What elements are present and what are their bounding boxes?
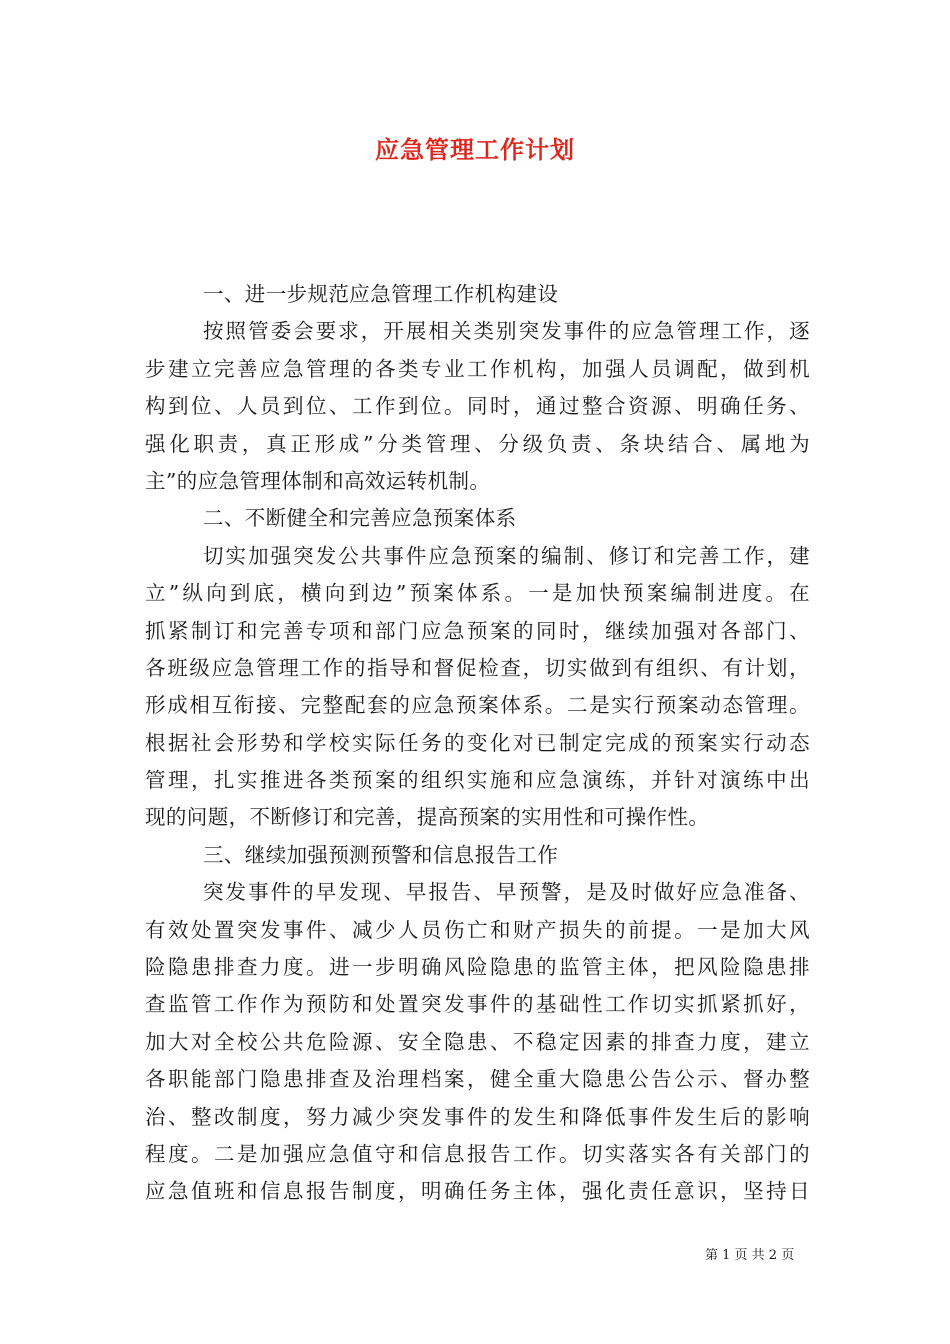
paragraph-line: 切实加强突发公共事件应急预案的编制、修订和完善工作，建: [203, 543, 810, 568]
paragraph-line: 按照管委会要求，开展相关类别突发事件的应急管理工作，逐: [203, 319, 810, 344]
paragraph-line: 有效处置突发事件、减少人员伤亡和财产损失的前提。一是加大风: [145, 917, 810, 942]
document-body: [145, 276, 810, 1211]
paragraph-line: 根据社会形势和学校实际任务的变化对已制定完成的预案实行动态: [145, 730, 810, 755]
paragraph-line: 应急值班和信息报告制度，明确任务主体，强化责任意识，坚持日: [145, 1179, 810, 1204]
paragraph-line: 强化职责，真正形成”分类管理、分级负责、条块结合、属地为: [145, 431, 810, 456]
paragraph-line: 主”的应急管理体制和高效运转机制。: [145, 468, 491, 493]
paragraph-line: 现的问题，不断修订和完善，提高预案的实用性和可操作性。: [145, 805, 710, 830]
paragraph-line: 加大对全校公共危险源、安全隐患、不稳定因素的排查力度，建立: [145, 1029, 810, 1054]
paragraph-line: 查监管工作作为预防和处置突发事件的基础性工作切实抓紧抓好，: [145, 992, 810, 1017]
document-title: 应急管理工作计划: [375, 135, 575, 164]
paragraph-line: 步建立完善应急管理的各类专业工作机构，加强人员调配，做到机: [145, 356, 810, 381]
section-heading-2: 二、不断健全和完善应急预案体系: [203, 506, 517, 531]
paragraph-line: 突发事件的早发现、早报告、早预警，是及时做好应急准备、: [203, 880, 810, 905]
paragraph-line: 治、整改制度，努力减少突发事件的发生和降低事件发生后的影响: [145, 1104, 810, 1129]
section-heading-1: 一、进一步规范应急管理工作机构建设: [203, 282, 559, 306]
paragraph-line: 各班级应急管理工作的指导和督促检查，切实做到有组织、有计划，: [145, 655, 810, 680]
paragraph-line: 构到位、人员到位、工作到位。同时，通过整合资源、明确任务、: [145, 394, 810, 419]
paragraph-line: 程度。二是加强应急值守和信息报告工作。切实落实各有关部门的: [145, 1141, 810, 1166]
paragraph-line: 各职能部门隐患排查及治理档案，健全重大隐患公告公示、督办整: [145, 1067, 810, 1092]
paragraph-line: 管理，扎实推进各类预案的组织实施和应急演练，并针对演练中出: [145, 768, 810, 793]
paragraph-line: 立”纵向到底，横向到边”预案体系。一是加快预案编制进度。在: [145, 581, 810, 606]
section-heading-3: 三、继续加强预测预警和信息报告工作: [203, 842, 559, 867]
page-number: 第 1 页 共 2 页: [705, 1248, 795, 1263]
paragraph-line: 险隐患排查力度。进一步明确风险隐患的监管主体，把风险隐患排: [145, 955, 810, 980]
paragraph-line: 形成相互衔接、完整配套的应急预案体系。二是实行预案动态管理。: [145, 693, 810, 718]
paragraph-line: 抓紧制订和完善专项和部门应急预案的同时，继续加强对各部门、: [145, 618, 810, 643]
